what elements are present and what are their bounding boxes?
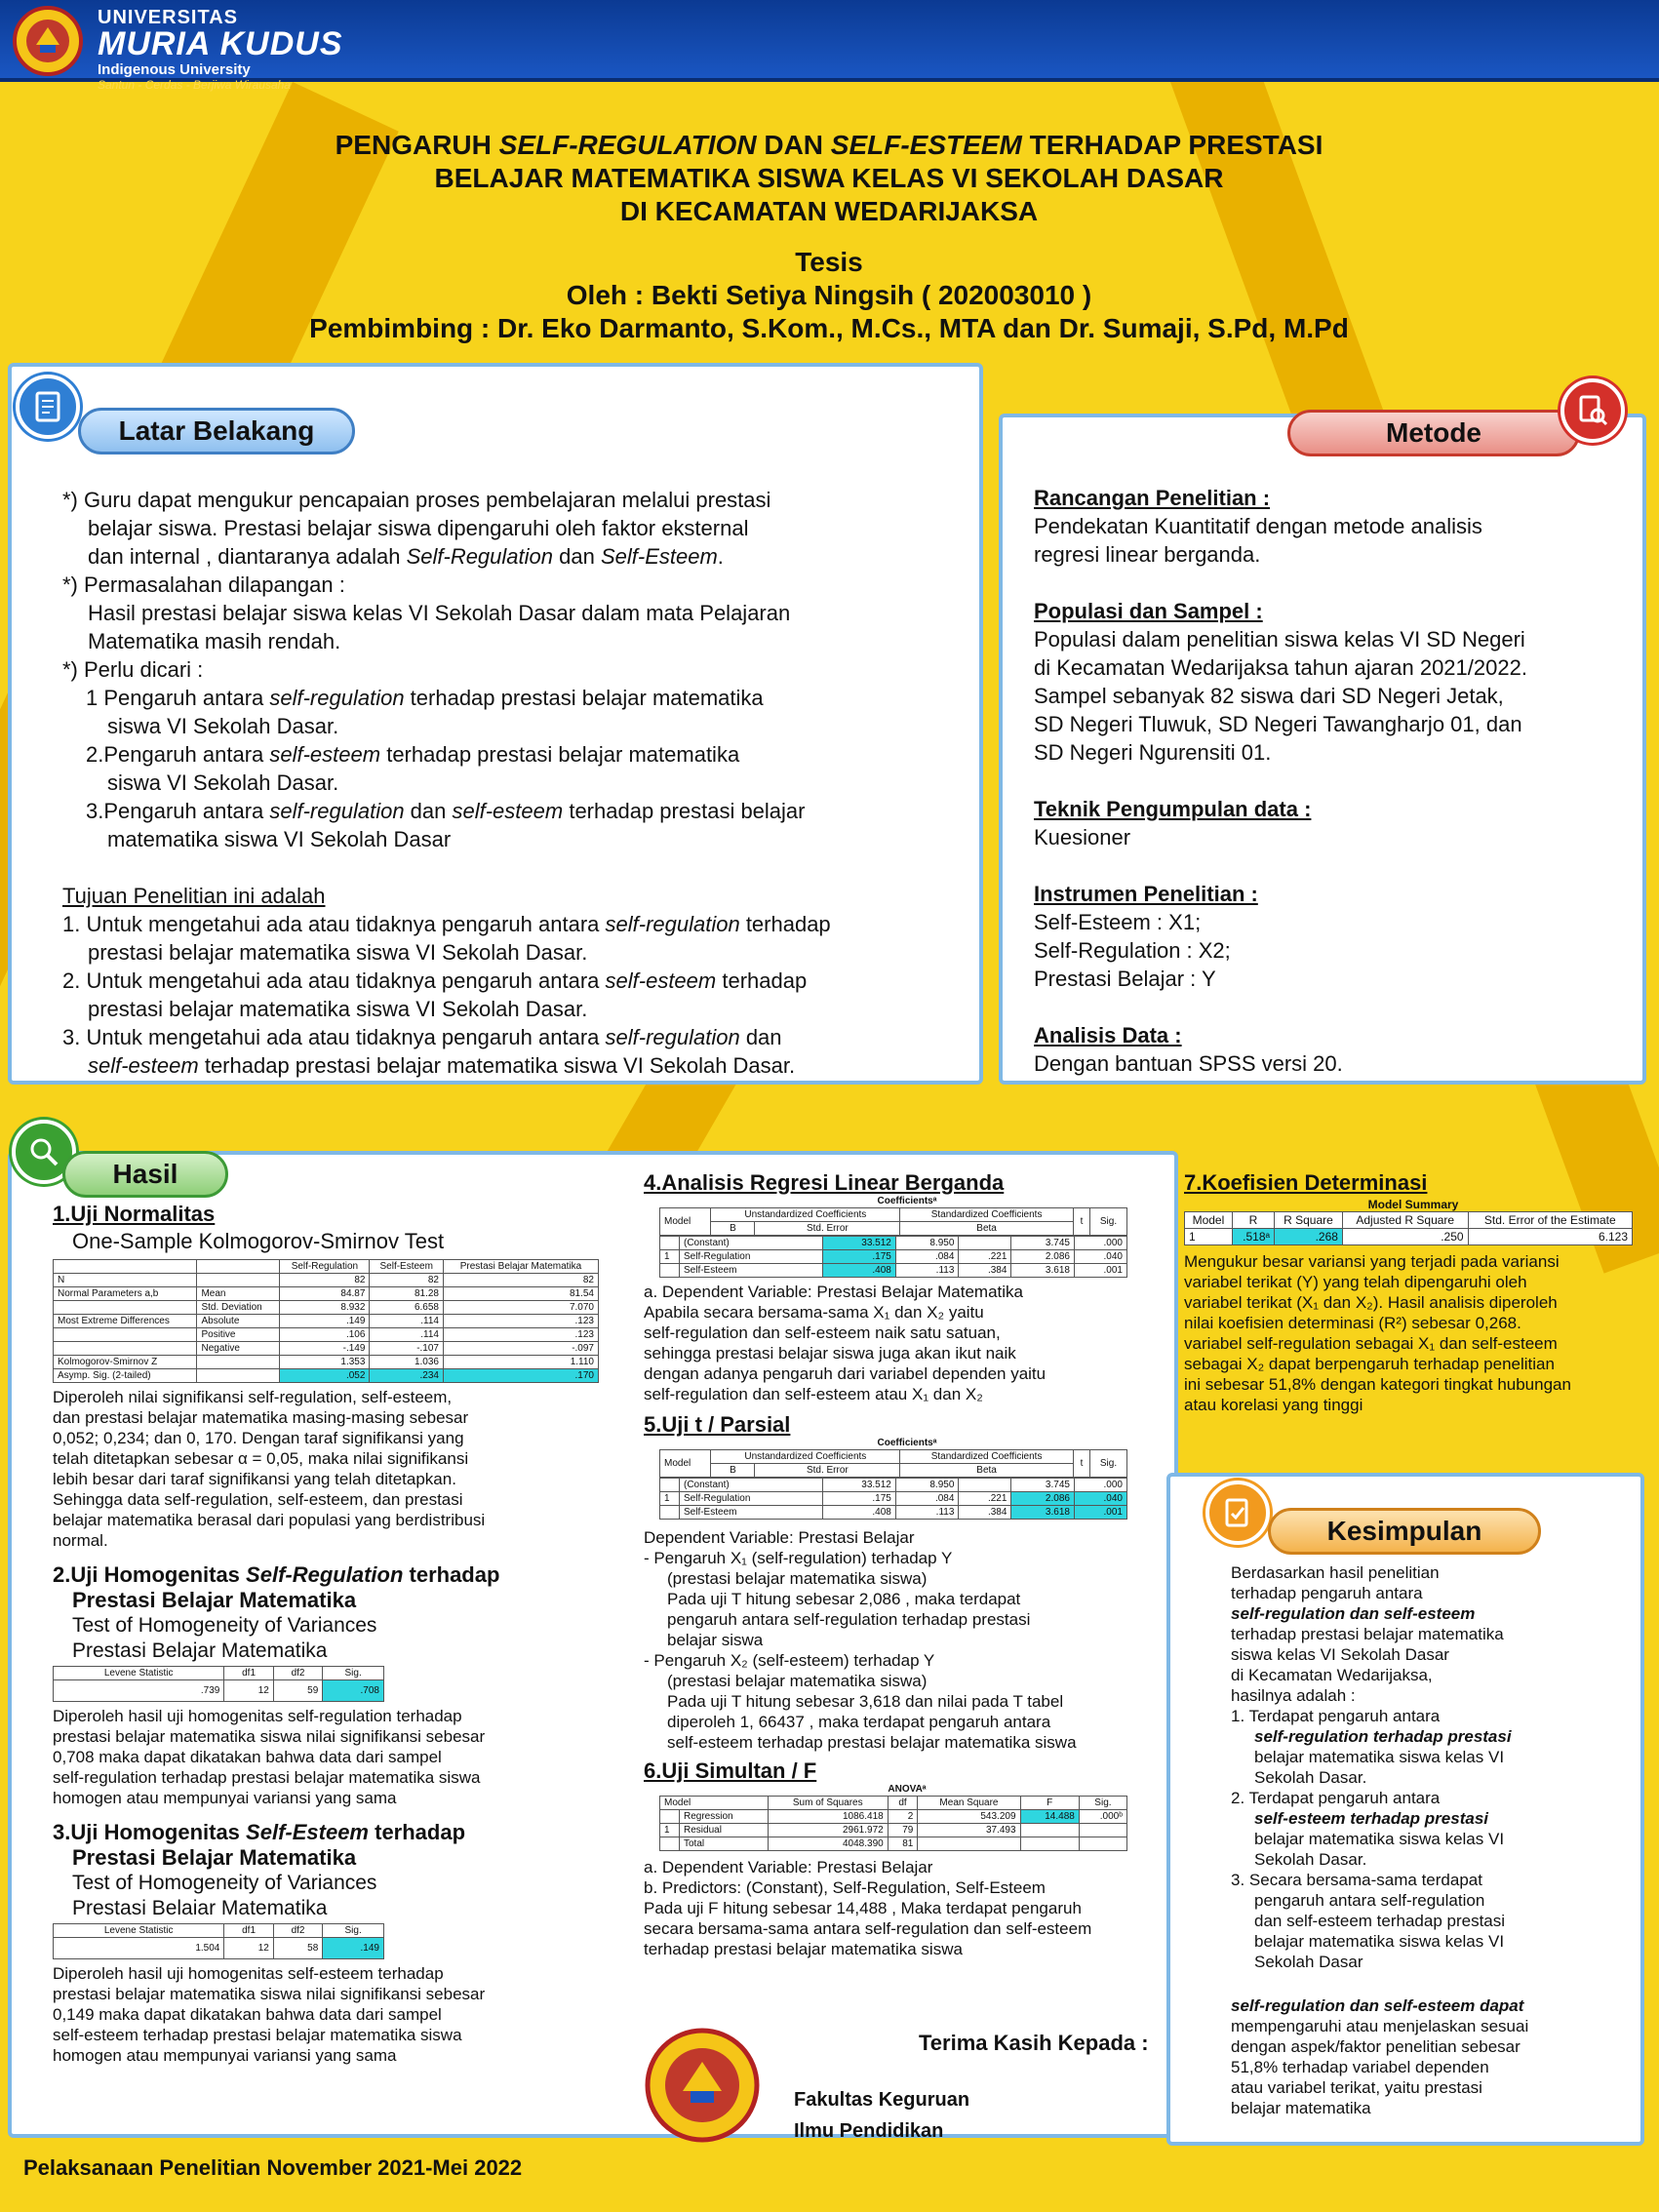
uji-f-title: 6.Uji Simultan / F xyxy=(644,1758,817,1783)
homogen-sr-subtitle: Prestasi Belajar Matematika xyxy=(72,1588,357,1612)
hasil-column-2 xyxy=(644,1170,1170,1959)
title-line-2: BELAJAR MATEMATIKA SISWA KELAS VI SEKOLAH DASAR xyxy=(434,163,1224,193)
determinasi-text: Mengukur besar variansi yang terjadi pada variansi variabel terikat (Y) yang telah dipengaruhi oleh variabel terikat (X₁ dan X₂). Hasil analisis diperoleh nilai koefisien determinasi (R²) sebesar 0,268. variabel self-regulation sebagai X₁ dan self-esteem sebagai X₂ dapat berpengaruh terhadap penelitian ini sebesar 51,8% dengan kategori tingkat hubungan atau korelasi yang tinggi xyxy=(1184,1252,1571,1414)
title-line-1: PENGARUH SELF-REGULATION DAN SELF-ESTEEM TERHADAP PRESTASI xyxy=(335,130,1323,160)
determinasi-title: 7.Koefisien Determinasi xyxy=(1184,1170,1428,1195)
homogen-se-title: 3.Uji Homogenitas Self-Esteem terhadap xyxy=(53,1820,466,1844)
uji-f-text: a. Dependent Variable: Prestasi Belajar b. Predictors: (Constant), Self-Regulation, Self-Esteem Pada uji F hitung sebesar 14,488 , Maka terdapat pengaruh secara bersama-sama antara self-regulation dan self-esteem terhadap prestasi belajar matematika siswa xyxy=(644,1858,1092,1958)
anova-table: Model Sum of Squares df Mean Square F Sig. Regression 1086.418 2 543.209 14.488 .000ᵇ 1 Residual 2961.972 79 37.493 Total 4048.390 81 xyxy=(659,1796,1127,1851)
latar-belakang-heading: Latar Belakang xyxy=(78,408,355,454)
ks-test-title: One-Sample Kolmogorov-Smirnov Test xyxy=(72,1229,445,1253)
homog-test-title: Test of Homogeneity of Variances xyxy=(72,1872,377,1894)
homog-test-subtitle: Prestasi Belajar Matematika xyxy=(72,1639,328,1662)
latar-belakang-content xyxy=(62,486,969,1080)
text-line: Sampel sebanyak 82 siswa dari SD Negeri Jetak, xyxy=(1034,684,1504,708)
list-item: 3.Pengaruh antara self-regulation dan self-esteem terhadap prestasi belajar xyxy=(86,799,806,823)
text-line: Prestasi Belajar : Y xyxy=(1034,967,1216,991)
coef-table-1: Model Unstandardized Coefficients Standardized Coefficients t Sig. B Std. Error Beta xyxy=(659,1207,1127,1236)
university-name xyxy=(98,8,343,91)
coef-caption: Coefficientsᵃ xyxy=(877,1196,937,1206)
homog-table-2: Levene Statistic df1 df2 Sig. 1.504 12 58 .149 xyxy=(53,1923,384,1959)
list-item: 1 Pengaruh antara self-regulation terhadap prestasi belajar matematika xyxy=(86,686,764,710)
uni-motto: Santun - Cerdas - Berjiwa Wirausaha xyxy=(98,78,291,92)
thanks-line-2: Ilmu Pendidikan xyxy=(794,2120,944,2142)
homogen-sr-title: 2.Uji Homogenitas Self-Regulation terhadap xyxy=(53,1562,500,1587)
text-line: Kuesioner xyxy=(1034,825,1131,849)
text-line: Populasi dalam penelitian siswa kelas VI SD Negeri xyxy=(1034,627,1525,652)
model-summary-caption: Model Summary xyxy=(1367,1198,1459,1211)
homog-test-subtitle: Prestasi Belaiar Matematika xyxy=(72,1897,328,1919)
text-line: self-esteem terhadap prestasi belajar matematika siswa VI Sekolah Dasar. xyxy=(88,1053,796,1078)
university-logo xyxy=(8,6,88,76)
text-line: Self-Regulation : X2; xyxy=(1034,938,1231,963)
tujuan-heading: Tujuan Penelitian ini adalah xyxy=(62,884,326,908)
text-line: Dengan bantuan SPSS versi 20. xyxy=(1034,1051,1343,1076)
text-line: matematika siswa VI Sekolah Dasar xyxy=(107,827,452,851)
uni-tagline: Indigenous University xyxy=(98,61,251,78)
faculty-logo xyxy=(644,2027,761,2144)
footer-text: Pelaksanaan Penelitian November 2021-Mei 2022 xyxy=(23,2155,523,2180)
list-item: 3. Untuk mengetahui ada atau tidaknya pengaruh antara self-regulation dan xyxy=(62,1025,782,1049)
coef-caption: Coefficientsᵃ xyxy=(877,1438,937,1448)
coef-table-2-body: (Constant) 33.512 8.950 3.745 .000 1 Self-Regulation .175 .084 .221 2.086 .040 Self-Esteem .408 .113 .384 3.618 .001 xyxy=(659,1478,1127,1520)
ks-test-table: Self-Regulation Self-Esteem Prestasi Belajar Matematika N 82 82 82 Normal Parameters a,b Mean 84.87 81.28 81.54 Std. Deviation 8.932 6.658 7.070 Most Extreme Differences Absolute .149 .114 .123 Positive .106 .114 .123 Negative -.149 -.107 -.097 Kolmogorov-Smirnov Z 1.353 1.036 1.110 Asymp. Sig. (2-tailed) .052 .234 .170 xyxy=(53,1259,599,1383)
hasil-heading: Hasil xyxy=(62,1151,228,1198)
document-type: Tesis xyxy=(795,247,863,277)
author: Oleh : Bekti Setiya Ningsih ( 202003010 ) xyxy=(566,280,1092,310)
regresi-text: a. Dependent Variable: Prestasi Belajar Matematika Apabila secara bersama-sama X₁ dan X₂ yaitu self-regulation dan self-esteem naik satu satuan, sehingga prestasi belajar siswa juga akan ikut naik dengan adanya pengaruh dari variabel dependen yaitu self-regulation dan self-esteem atau X₁ dan X₂ xyxy=(644,1283,1047,1403)
text-line: Hasil prestasi belajar siswa kelas VI Sekolah Dasar dalam mata Pelajaran xyxy=(88,601,791,625)
thanks-line-1: Fakultas Keguruan xyxy=(794,2089,970,2111)
metode-heading: Metode xyxy=(1287,410,1580,456)
section-heading: Teknik Pengumpulan data : xyxy=(1034,797,1312,821)
homog-table-1: Levene Statistic df1 df2 Sig. .739 12 59 .708 xyxy=(53,1666,384,1702)
uji-t-text: Dependent Variable: Prestasi Belajar - Pengaruh X₁ (self-regulation) terhadap Y (prestasi belajar matematika siswa) Pada uji T hitung sebesar 2,086 , maka terdapat pengaruh antara self-regulation terhadap prestasi belajar siswa - Pengaruh X₂ (self-esteem) terhadap Y (prestasi belajar matematika siswa) Pada uji T hitung sebesar 3,618 dan nilai pada T tabel diperoleh 1, 66437 , maka terdapat pengaruh antara self-esteem terhadap prestasi belajar matematika siswa xyxy=(644,1528,1077,1752)
section-heading: Populasi dan Sampel : xyxy=(1034,599,1263,623)
poster-title xyxy=(137,129,1521,345)
section-heading: Rancangan Penelitian : xyxy=(1034,486,1271,510)
text-line: dan internal , diantaranya adalah Self-Regulation dan Self-Esteem. xyxy=(88,544,724,569)
text-line: Matematika masih rendah. xyxy=(88,629,341,653)
text-line: belajar siswa. Prestasi belajar siswa dipengaruhi oleh faktor eksternal xyxy=(88,516,749,540)
uni-line-2: MURIA KUDUS xyxy=(98,25,343,62)
text-line: Pendekatan Kuantitatif dengan metode analisis xyxy=(1034,514,1482,538)
uji-t-title: 5.Uji t / Parsial xyxy=(644,1412,791,1437)
text-line: Self-Esteem : X1; xyxy=(1034,910,1202,934)
text-line: SD Negeri Ngurensiti 01. xyxy=(1034,740,1272,765)
model-summary-table: Model R R Square Adjusted R Square Std. Error of the Estimate 1 .518ᵃ .268 .250 6.123 xyxy=(1184,1211,1633,1245)
text-line: *) Guru dapat mengukur pencapaian proses pembelajaran melalui prestasi xyxy=(62,488,771,512)
coef-table-2: Model Unstandardized Coefficients Standardized Coefficients t Sig. B Std. Error Beta xyxy=(659,1449,1127,1478)
anova-caption: ANOVAᵃ xyxy=(888,1784,927,1795)
text-line: *) Permasalahan dilapangan : xyxy=(62,573,345,597)
list-item: 1. Untuk mengetahui ada atau tidaknya pengaruh antara self-regulation terhadap xyxy=(62,912,831,936)
metode-content xyxy=(1034,484,1629,1078)
homogen-sr-text: Diperoleh hasil uji homogenitas self-regulation terhadap prestasi belajar matematika siswa nilai signifikansi sebesar 0,708 maka dapat dikatakan bahwa data dari sampel self-regulation terhadap prestasi belajar matematika siswa homogen atau mempunyai variansi yang sama xyxy=(53,1707,486,1807)
section-heading: Instrumen Penelitian : xyxy=(1034,882,1258,906)
thanks-title: Terima Kasih Kepada : xyxy=(919,2031,1149,2055)
kesimpulan-content: Berdasarkan hasil penelitian terhadap pengaruh antara self-regulation dan self-esteem terhadap prestasi belajar matematika siswa kelas VI Sekolah Dasar di Kecamatan Wedarijaksa, hasilnya adalah : 1. Terdapat pengaruh antara self-regulation terhadap prestasi belajar matematika siswa kelas VI Sekolah Dasar. 2. Terdapat pengaruh antara self-esteem terhadap prestasi belajar matematika siswa kelas VI Sekolah Dasar. 3. Secara bersama-sama terdapat pengaruh antara self-regulation dan self-esteem terhadap prestasi belajar matematika siswa kelas VI Sekolah Dasar self-regulation dan self-esteem dapat mempengaruhi atau menjelaskan sesuai dengan aspek/faktor penelitian sebesar 51,8% terhadap variabel dependen atau variabel terikat, yaitu prestasi belajar matematika xyxy=(1231,1563,1529,2117)
checklist-icon xyxy=(1205,1481,1270,1545)
title-line-3: DI KECAMATAN WEDARIJAKSA xyxy=(619,196,1039,226)
normalitas-title: 1.Uji Normalitas xyxy=(53,1202,216,1226)
text-line: regresi linear berganda. xyxy=(1034,542,1261,567)
list-item: 2.Pengaruh antara self-esteem terhadap prestasi belajar matematika xyxy=(86,742,740,767)
homog-test-title: Test of Homogeneity of Variances xyxy=(72,1614,377,1637)
text-line: siswa VI Sekolah Dasar. xyxy=(107,714,339,738)
regresi-title: 4.Analisis Regresi Linear Berganda xyxy=(644,1170,1005,1195)
document-icon xyxy=(16,375,80,439)
text-line: prestasi belajar matematika siswa VI Sekolah Dasar. xyxy=(88,997,588,1021)
hasil-column-1 xyxy=(53,1202,599,2066)
uni-line-1: UNIVERSITAS xyxy=(98,7,238,28)
text-line: di Kecamatan Wedarijaksa tahun ajaran 2021/2022. xyxy=(1034,655,1527,680)
coef-table-1-body: (Constant) 33.512 8.950 3.745 .000 1 Self-Regulation .175 .084 .221 2.086 .040 Self-Esteem .408 .113 .384 3.618 .001 xyxy=(659,1236,1127,1278)
text-line: prestasi belajar matematika siswa VI Sekolah Dasar. xyxy=(88,940,588,965)
text-line: *) Perlu dicari : xyxy=(62,657,204,682)
kesimpulan-heading: Kesimpulan xyxy=(1268,1508,1541,1555)
section-heading: Analisis Data : xyxy=(1034,1023,1182,1047)
advisor: Pembimbing : Dr. Eko Darmanto, S.Kom., M.Cs., MTA dan Dr. Sumaji, S.Pd, M.Pd xyxy=(309,313,1349,343)
text-line: siswa VI Sekolah Dasar. xyxy=(107,770,339,795)
determinasi-block xyxy=(1184,1170,1642,1415)
list-item: 2. Untuk mengetahui ada atau tidaknya pengaruh antara self-esteem terhadap xyxy=(62,968,808,993)
text-line: SD Negeri Tluwuk, SD Negeri Tawangharjo 01, dan xyxy=(1034,712,1522,736)
homogen-se-subtitle: Prestasi Belajar Matematika xyxy=(72,1845,357,1870)
normalitas-text: Diperoleh nilai signifikansi self-regulation, self-esteem, dan prestasi belajar matematika masing-masing sebesar 0,052; 0,234; dan 0, 170. Dengan taraf signifikansi yang telah ditetapkan sebesar α = 0,05, maka nilai signifikansi lebih besar dari taraf signifikansi yang telah ditetapkan. Sehingga data self-regulation, self-esteem, dan prestasi belajar matematika berasal dari populasi yang berdistribusi normal. xyxy=(53,1388,486,1550)
homogen-se-text: Diperoleh hasil uji homogenitas self-esteem terhadap prestasi belajar matematika siswa nilai signifikansi sebesar 0,149 maka dapat dikatakan bahwa data dari sampel self-esteem terhadap prestasi belajar matematika siswa homogen atau mempunyai variansi yang sama xyxy=(53,1964,486,2065)
search-document-icon xyxy=(1560,378,1625,443)
